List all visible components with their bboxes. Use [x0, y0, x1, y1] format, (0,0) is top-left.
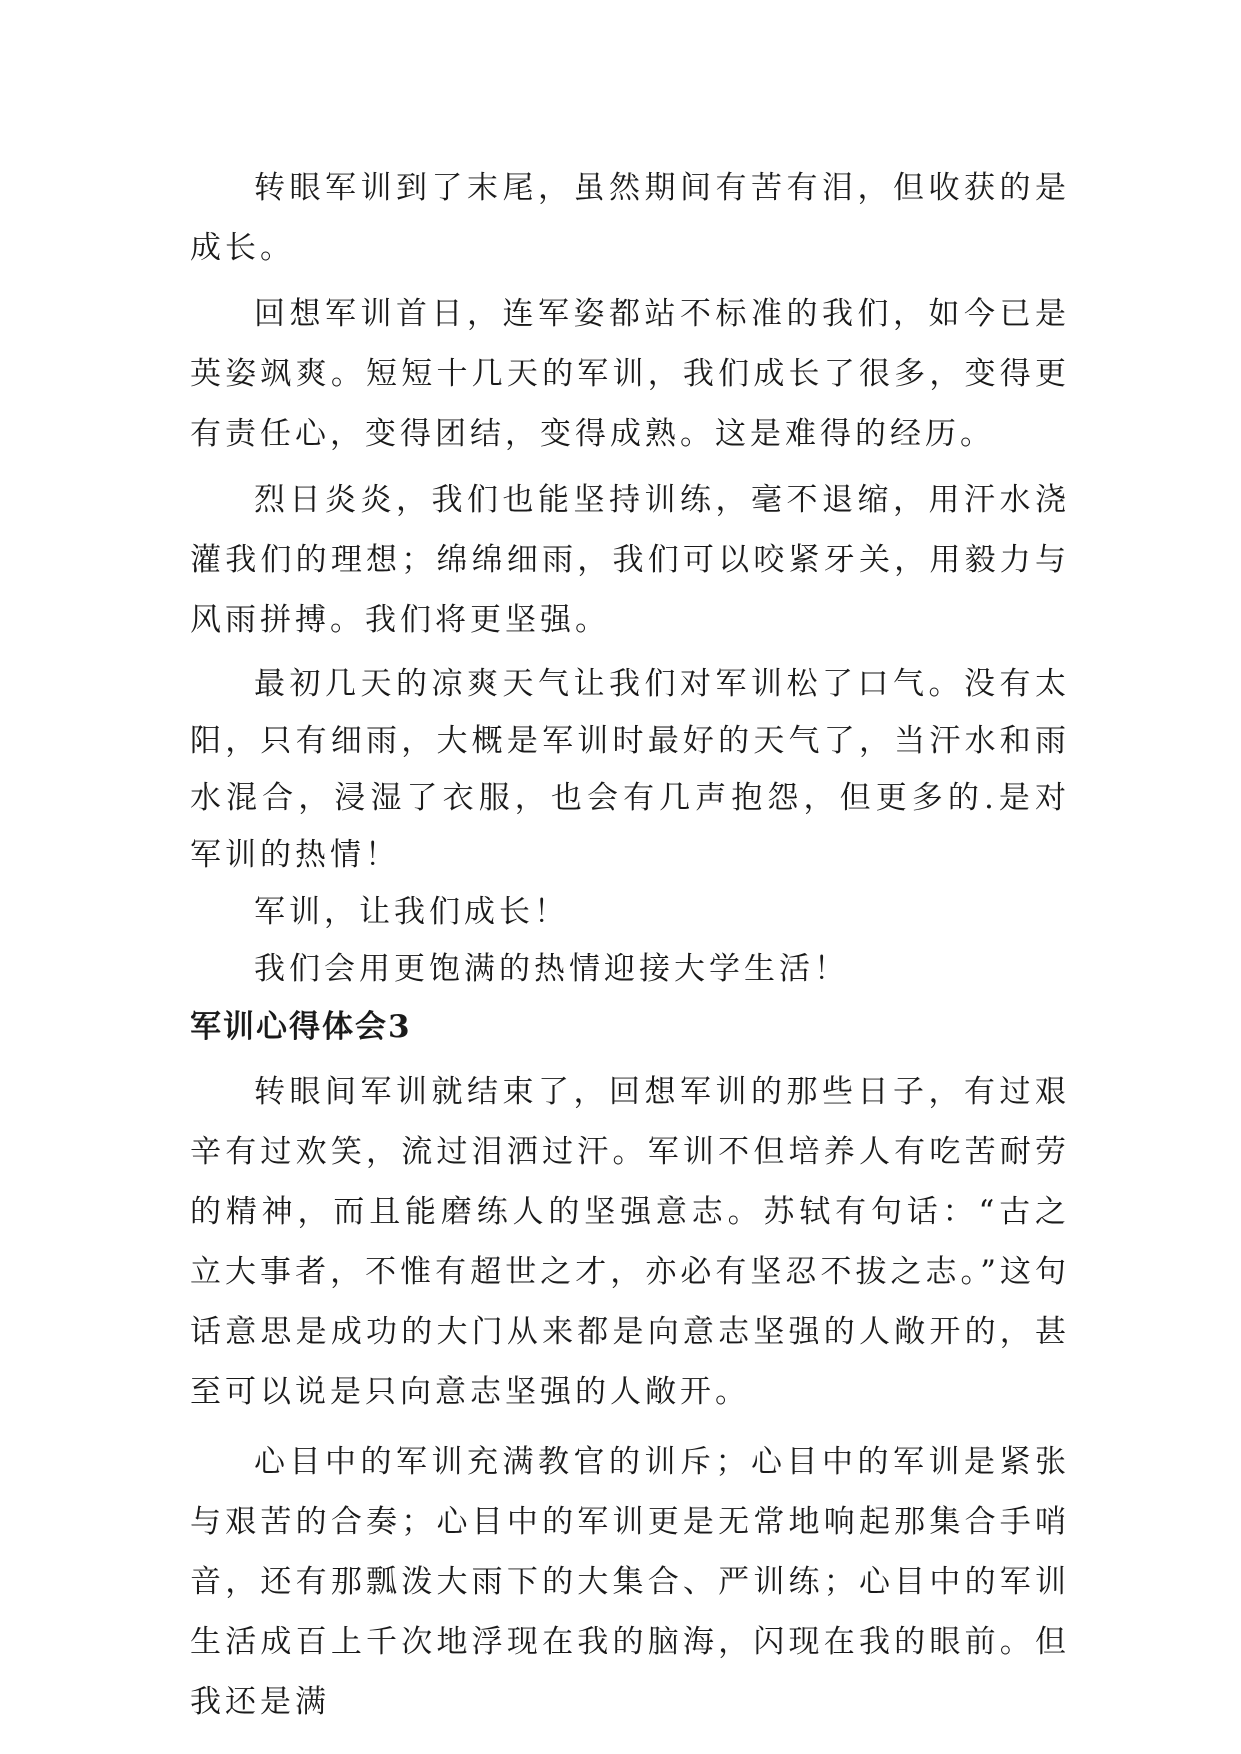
paragraph-let-us-grow: 军训，让我们成长！ — [254, 894, 569, 930]
paragraph-sun-and-rain: 烈日炎炎，我们也能坚持训练，毫不退缩，用汗水浇灌我们的理想；绵绵细雨，我们可以咬紧牙关，用毅力与风雨拼搏。我们将更坚强。 — [190, 482, 1070, 638]
document-body — [190, 158, 1070, 1732]
section-title: 军训心得体会3 — [190, 1009, 412, 1045]
paragraph-training-ended: 转眼间军训就结束了，回想军训的那些日子，有过艰辛有过欢笑，流过泪洒过汗。军训不但培养人有吃苦耐劳的精神，而且能磨练人的坚强意志。苏轼有句话：“古之立大事者，不惟有超世之才，亦必有坚忍不拔之志。”这句话意思是成功的大门从来都是向意志坚强的人敞开的，甚至可以说是只向意志坚强的人敞开。 — [190, 1074, 1070, 1410]
paragraph-harvest-growth: 转眼军训到了末尾，虽然期间有苦有泪，但收获的是成长。 — [190, 170, 1070, 266]
paragraph-college-life: 我们会用更饱满的热情迎接大学生活！ — [254, 951, 849, 987]
paragraph-cool-weather: 最初几天的凉爽天气让我们对军训松了口气。没有太阳，只有细雨，大概是军训时最好的天气了，当汗水和雨水混合，浸湿了衣服，也会有几声抱怨，但更多的.是对军训的热情！ — [190, 666, 1070, 873]
paragraph-in-my-mind: 心目中的军训充满教官的训斥；心目中的军训是紧张与艰苦的合奏；心目中的军训更是无常地响起那集合手哨音，还有那瓢泼大雨下的大集合、严训练；心目中的军训生活成百上千次地浮现在我的脑海，闪现在我的眼前。但我还是满 — [190, 1444, 1070, 1720]
paragraph-first-day-recall: 回想军训首日，连军姿都站不标准的我们，如今已是英姿飒爽。短短十几天的军训，我们成长了很多，变得更有责任心，变得团结，变得成熟。这是难得的经历。 — [190, 296, 1070, 452]
